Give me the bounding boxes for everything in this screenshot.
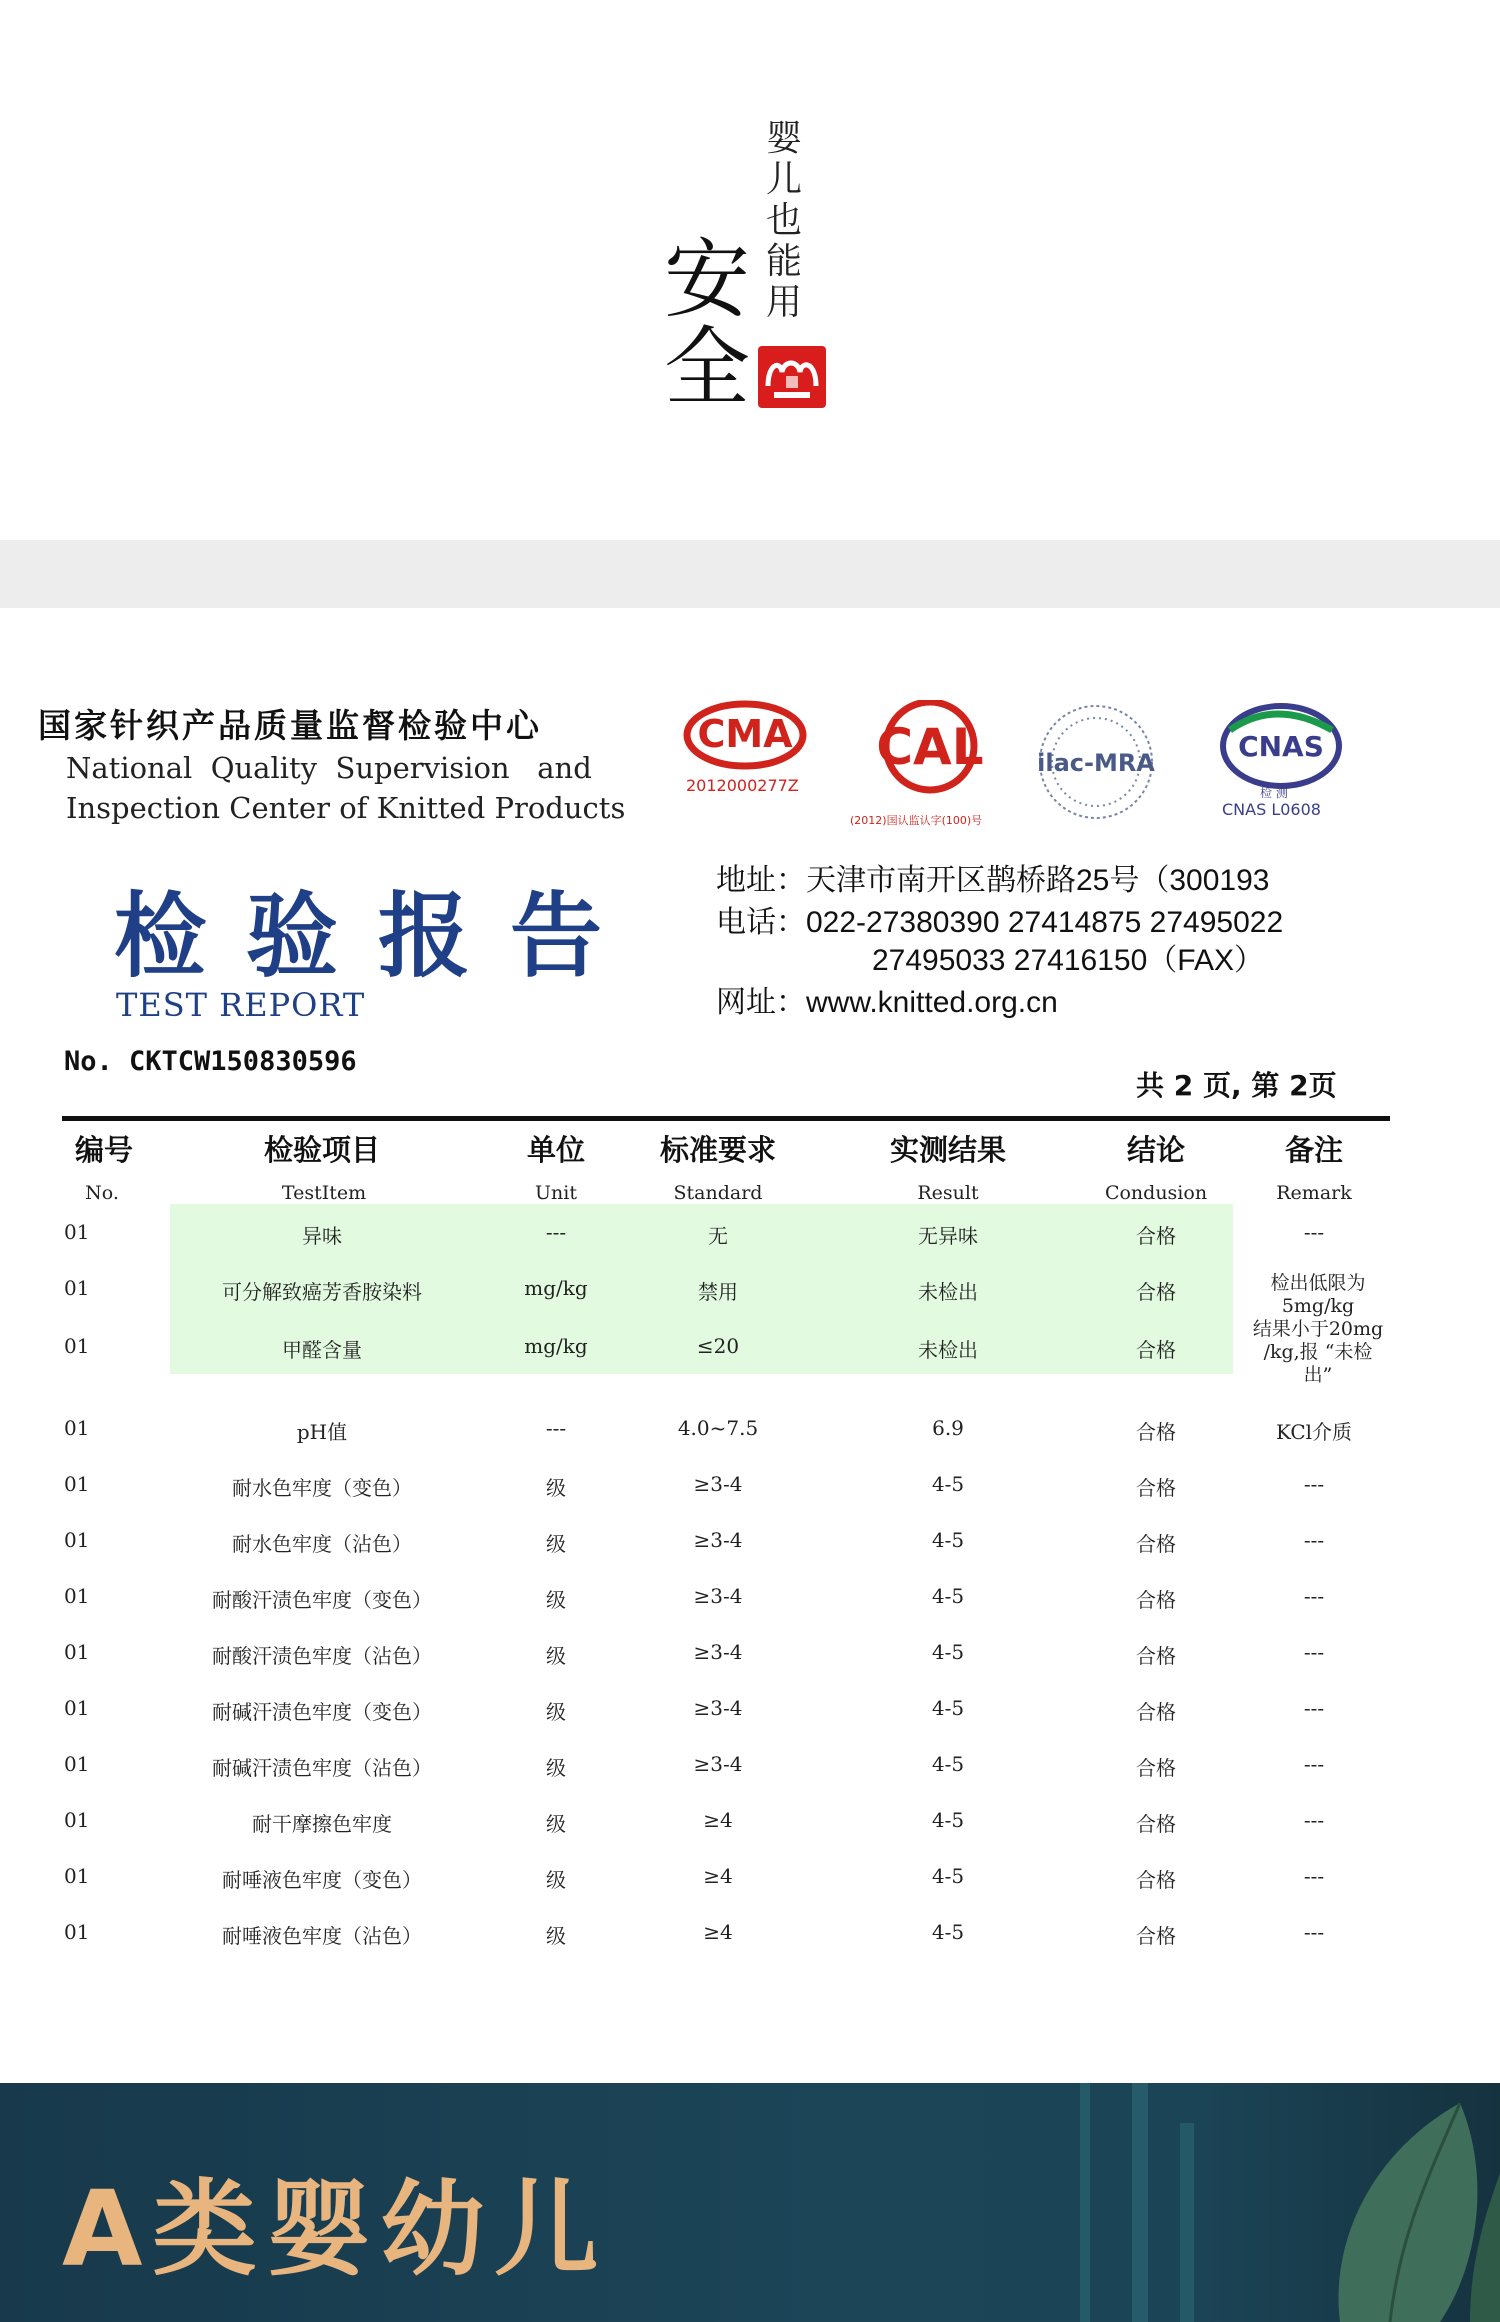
cell-result: 4-5 [931,1584,965,1608]
cell-standard: ≥4 [703,1864,733,1888]
cell-remark: --- [1303,1472,1325,1496]
table-row [0,1864,1500,1904]
table-row [0,1416,1500,1456]
cell-result: 4-5 [931,1696,965,1720]
cell-no: 01 [64,1276,90,1300]
cell-conclusion: 合格 [1136,1756,1176,1780]
cell-standard: ≥3-4 [693,1640,743,1664]
cell-remark: --- [1303,1220,1325,1244]
table-row [0,1220,1500,1260]
cell-standard: ≥3-4 [693,1696,743,1720]
cell-conclusion: 合格 [1136,1420,1176,1444]
cell-item: 耐酸汗渍色牢度（变色） [212,1588,432,1612]
cell-conclusion: 合格 [1136,1476,1176,1500]
cell-standard: 4.0~7.5 [677,1416,759,1440]
cell-conclusion: 合格 [1136,1532,1176,1556]
svg-text:CNAS: CNAS [1238,730,1324,763]
cell-standard: ≥4 [703,1920,733,1944]
ilac-mra-logo-icon [1036,700,1156,830]
cell-result: 4-5 [931,1808,965,1832]
cell-remark: --- [1303,1920,1325,1944]
cell-no: 01 [64,1920,90,1944]
hero-title-vertical: 安 全 [664,230,750,418]
cell-standard: ≥3-4 [693,1584,743,1608]
cell-unit: 级 [546,1588,566,1612]
report-title-cn: 检验报告 [114,882,643,990]
cell-result: 4-5 [931,1864,965,1888]
cell-no: 01 [64,1334,90,1358]
test-report [0,608,1500,2083]
svg-text:CAL: CAL [876,718,984,776]
cell-remark: --- [1303,1528,1325,1552]
cell-conclusion: 合格 [1136,1224,1176,1248]
cell-item: 可分解致癌芳香胺染料 [222,1280,422,1304]
table-row [0,1920,1500,1960]
cell-no: 01 [64,1864,90,1888]
report-title-en: TEST REPORT [116,986,366,1024]
cell-result: 无异味 [918,1224,978,1248]
table-row [0,1640,1500,1680]
hero-section [0,0,1500,540]
cell-conclusion: 合格 [1136,1924,1176,1948]
cell-item: 异味 [302,1224,342,1248]
page-indicator: 共 2 页, 第 2页 [1136,1069,1337,1102]
hero-subtitle-vertical: 婴 儿 也 能 用 [766,118,803,323]
cell-remark: KCl介质 [1275,1420,1353,1444]
cell-conclusion: 合格 [1136,1280,1176,1304]
table-row [0,1696,1500,1736]
cell-item: 耐碱汗渍色牢度（变色） [212,1700,432,1724]
red-seal-icon [758,346,826,408]
cal-logo-icon: CAL (2012)国认监认字(100)号 [850,700,1010,840]
cell-no: 01 [64,1696,90,1720]
cell-standard: ≤20 [696,1334,740,1358]
cell-item: 甲醛含量 [282,1338,362,1362]
table-top-rule [62,1116,1390,1121]
cell-unit: 级 [546,1868,566,1892]
cell-unit: 级 [546,1476,566,1500]
cell-remark: --- [1303,1752,1325,1776]
cell-unit: --- [545,1220,567,1244]
cell-result: 4-5 [931,1640,965,1664]
svg-text:ilac-MRA: ilac-MRA [1037,749,1155,777]
cell-result: 4-5 [931,1920,965,1944]
cell-no: 01 [64,1416,90,1440]
banner-title: A类婴幼儿 [62,2168,609,2290]
cell-unit: 级 [546,1812,566,1836]
cell-conclusion: 合格 [1136,1644,1176,1668]
cell-item: 耐唾液色牢度（沾色） [222,1924,422,1948]
cell-conclusion: 合格 [1136,1588,1176,1612]
cell-standard: ≥3-4 [693,1528,743,1552]
cell-result: 4-5 [931,1528,965,1552]
contact-info [716,860,1283,1024]
cell-no: 01 [64,1808,90,1832]
certification-logos [680,700,1360,840]
cell-conclusion: 合格 [1136,1812,1176,1836]
cell-no: 01 [64,1640,90,1664]
cell-standard: 禁用 [698,1280,738,1304]
cell-unit: --- [545,1416,567,1440]
cell-standard: 无 [708,1224,728,1248]
cell-result: 4-5 [931,1472,965,1496]
cell-no: 01 [64,1220,90,1244]
table-header-en: No. TestItem Unit Standard Result Condusion Remark [85,1182,1352,1204]
cell-remark: --- [1303,1696,1325,1720]
table-row [0,1752,1500,1792]
organization-name-en: National Quality Supervision and Inspection Center of Knitted Products [66,751,626,825]
table-row [0,1472,1500,1512]
cell-no: 01 [64,1584,90,1608]
formaldehyde-remark: 检出低限为 5mg/kg 结果小于20mg /kg,报 “未检 出” [1252,1272,1384,1386]
address-text: 地址：天津市南开区鹊桥路25号（300193 [716,864,1270,897]
phone-text: 电话：022-27380390 27414875 27495022 [716,906,1284,939]
table-header-cn: 编号 检验项目 单位 标准要求 实测结果 结论 备注 [74,1133,1344,1167]
cell-no: 01 [64,1472,90,1496]
cell-no: 01 [64,1752,90,1776]
website-text: 网址：www.knitted.org.cn [716,986,1058,1019]
cell-item: 耐水色牢度（变色） [232,1476,412,1500]
cell-remark: --- [1303,1864,1325,1888]
phone-text-2: 27495033 27416150（FAX） [872,944,1264,977]
cnas-logo-icon: CNAS 检 测 CNAS L0608 [1216,700,1346,840]
cell-standard: ≥4 [703,1808,733,1832]
cell-unit: mg/kg [524,1276,588,1300]
cell-standard: ≥3-4 [693,1752,743,1776]
cell-remark: --- [1303,1584,1325,1608]
cell-item: 耐干摩擦色牢度 [252,1812,392,1836]
cma-logo-icon: CMA 2012000277Z [680,700,810,840]
cell-item: 耐酸汗渍色牢度（沾色） [212,1644,432,1668]
cell-result: 未检出 [918,1280,978,1304]
cell-conclusion: 合格 [1136,1700,1176,1724]
cell-result: 4-5 [931,1752,965,1776]
cell-item: pH值 [296,1420,348,1444]
cell-item: 耐唾液色牢度（变色） [222,1868,422,1892]
cell-item: 耐碱汗渍色牢度（沾色） [212,1756,432,1780]
cell-conclusion: 合格 [1136,1338,1176,1362]
table-row [0,1528,1500,1568]
cell-result: 未检出 [918,1338,978,1362]
cell-standard: ≥3-4 [693,1472,743,1496]
section-divider [0,540,1500,608]
cell-unit: 级 [546,1700,566,1724]
cell-no: 01 [64,1528,90,1552]
cell-conclusion: 合格 [1136,1868,1176,1892]
cell-unit: 级 [546,1532,566,1556]
bottom-banner [0,2083,1500,2322]
cell-result: 6.9 [932,1416,964,1440]
cell-item: 耐水色牢度（沾色） [232,1532,412,1556]
cell-remark: --- [1303,1640,1325,1664]
cell-unit: 级 [546,1756,566,1780]
organization-name-cn: 国家针织产品质量监督检验中心 [38,706,542,745]
table-row [0,1584,1500,1624]
cell-unit: 级 [546,1644,566,1668]
plant-leaf-icon [1040,2083,1500,2322]
cell-unit: mg/kg [524,1334,588,1358]
cell-remark: --- [1303,1808,1325,1832]
table-row [0,1808,1500,1848]
report-number: No. CKTCW150830596 [64,1046,357,1077]
svg-text:CMA: CMA [697,712,793,756]
cell-unit: 级 [546,1924,566,1948]
